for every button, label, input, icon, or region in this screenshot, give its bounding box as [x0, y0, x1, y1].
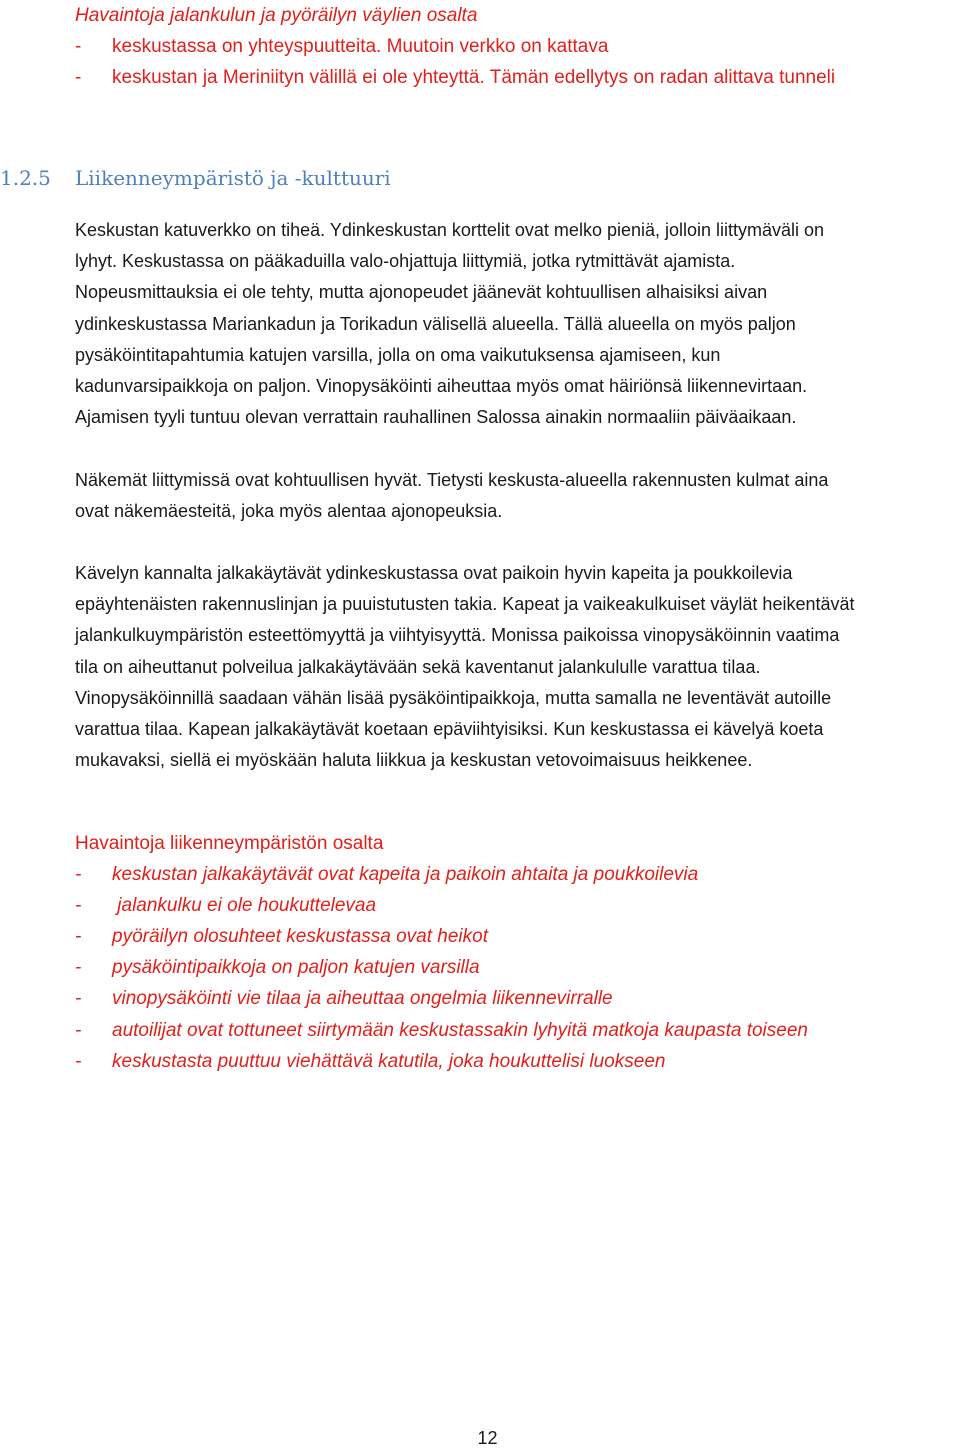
- list-item: - keskustassa on yhteyspuutteita. Muutoin verkko on kattava: [75, 31, 935, 62]
- jalankulku-observations-title: Havaintoja jalankulun ja pyöräilyn väylien osalta: [75, 5, 478, 26]
- bullet-dash: -: [75, 988, 82, 1010]
- bullet-dash: -: [75, 36, 82, 57]
- bullet-dash: -: [75, 67, 82, 88]
- section-title: Liikenneympäristö ja -kulttuuri: [75, 166, 391, 190]
- list-item: - autoilijat ovat tottuneet siirtymään keskustassakin lyhyitä matkoja kaupasta toiseen: [75, 1015, 935, 1046]
- jalankulku-observations: [75, 0, 935, 93]
- observations-title: Havaintoja liikenneympäristön osalta: [75, 833, 384, 854]
- bullet-dash: -: [75, 1019, 82, 1041]
- list-item: - jalankulku ei ole houkuttelevaa: [75, 890, 935, 921]
- list-item: - keskustan ja Meriniityn välillä ei ole yhteyttä. Tämän edellytys on radan alittava tunneli: [75, 62, 935, 93]
- bullet-dash: -: [75, 1050, 82, 1072]
- bullet-dash: -: [75, 864, 82, 886]
- list-item: - keskustan jalkakäytävät ovat kapeita ja paikoin ahtaita ja poukkoilevia: [75, 859, 935, 890]
- bullet-dash: -: [75, 895, 82, 917]
- paragraph-walking: Kävelyn kannalta jalkakäytävät ydinkeskustassa ovat paikoin hyvin kapeita ja poukkoilevia epäyhtenäisten rakennuslinjan ja puuistutusten takia. Kapeat ja vaikeakulkuiset väylät heikentävät jalankulkuympäristön esteettömyyttä ja viihtyisyyttä. Monissa paikoissa vinopysäköinnin vaatima tila on aiheuttanut polveilua jalkakäytävään sekä kaventanut jalankululle varattua tilaa. Vinopysäköinnillä saadaan vähän lisää pysäköintipaikkoja, mutta samalla ne leventävät autoille varattua tilaa. Kapean jalkakäytävät koetaan epäviihtyisiksi. Kun keskustassa ei kävelyä koeta mukavaksi, siellä ei myöskään haluta liikkua ja keskustan vetovoimaisuus heikkenee.: [75, 563, 855, 771]
- list-item: - vinopysäköinti vie tilaa ja aiheuttaa ongelmia liikennevirralle: [75, 983, 935, 1014]
- section-number: 1.2.5: [0, 166, 51, 190]
- list-item: - pyöräilyn olosuhteet keskustassa ovat heikot: [75, 921, 935, 952]
- list-item: - pysäköintipaikkoja on paljon katujen varsilla: [75, 952, 935, 983]
- list-item: - keskustasta puuttuu viehättävä katutila, joka houkuttelisi luokseen: [75, 1046, 935, 1077]
- traffic-environment-observations: [75, 828, 935, 1077]
- bullet-dash: -: [75, 926, 82, 948]
- bullet-dash: -: [75, 957, 82, 979]
- section-heading: [0, 163, 900, 193]
- paragraph-street-network: Keskustan katuverkko on tiheä. Ydinkeskustan korttelit ovat melko pieniä, jolloin liittymäväli on lyhyt. Keskustassa on pääkaduilla valo-ohjattuja liittymiä, jotka rytmittävät ajamista. Nopeusmittauksia ei ole tehty, mutta ajonopeudet jäänevät kohtuullisen alhaisiksi aivan ydinkeskustassa Mariankadun ja Torikadun välisellä alueella. Tällä alueella on myös paljon pysäköintitapahtumia katujen varsilla, jolla on oma vaikutuksensa ajamiseen, kun kadunvarsipaikkoja on paljon. Vinopysäköinti aiheuttaa myös omat häiriönsä liikennevirtaan. Ajamisen tyyli tuntuu olevan verrattain rauhallinen Salossa ainakin normaaliin päiväaikaan.: [75, 220, 825, 428]
- page-number: 12: [477, 1428, 498, 1448]
- paragraph-visibility: Näkemät liittymissä ovat kohtuullisen hyvät. Tietysti keskusta-alueella rakennusten kulmat aina ovat näkemäesteitä, joka myös alentaa ajonopeuksia.: [75, 470, 829, 522]
